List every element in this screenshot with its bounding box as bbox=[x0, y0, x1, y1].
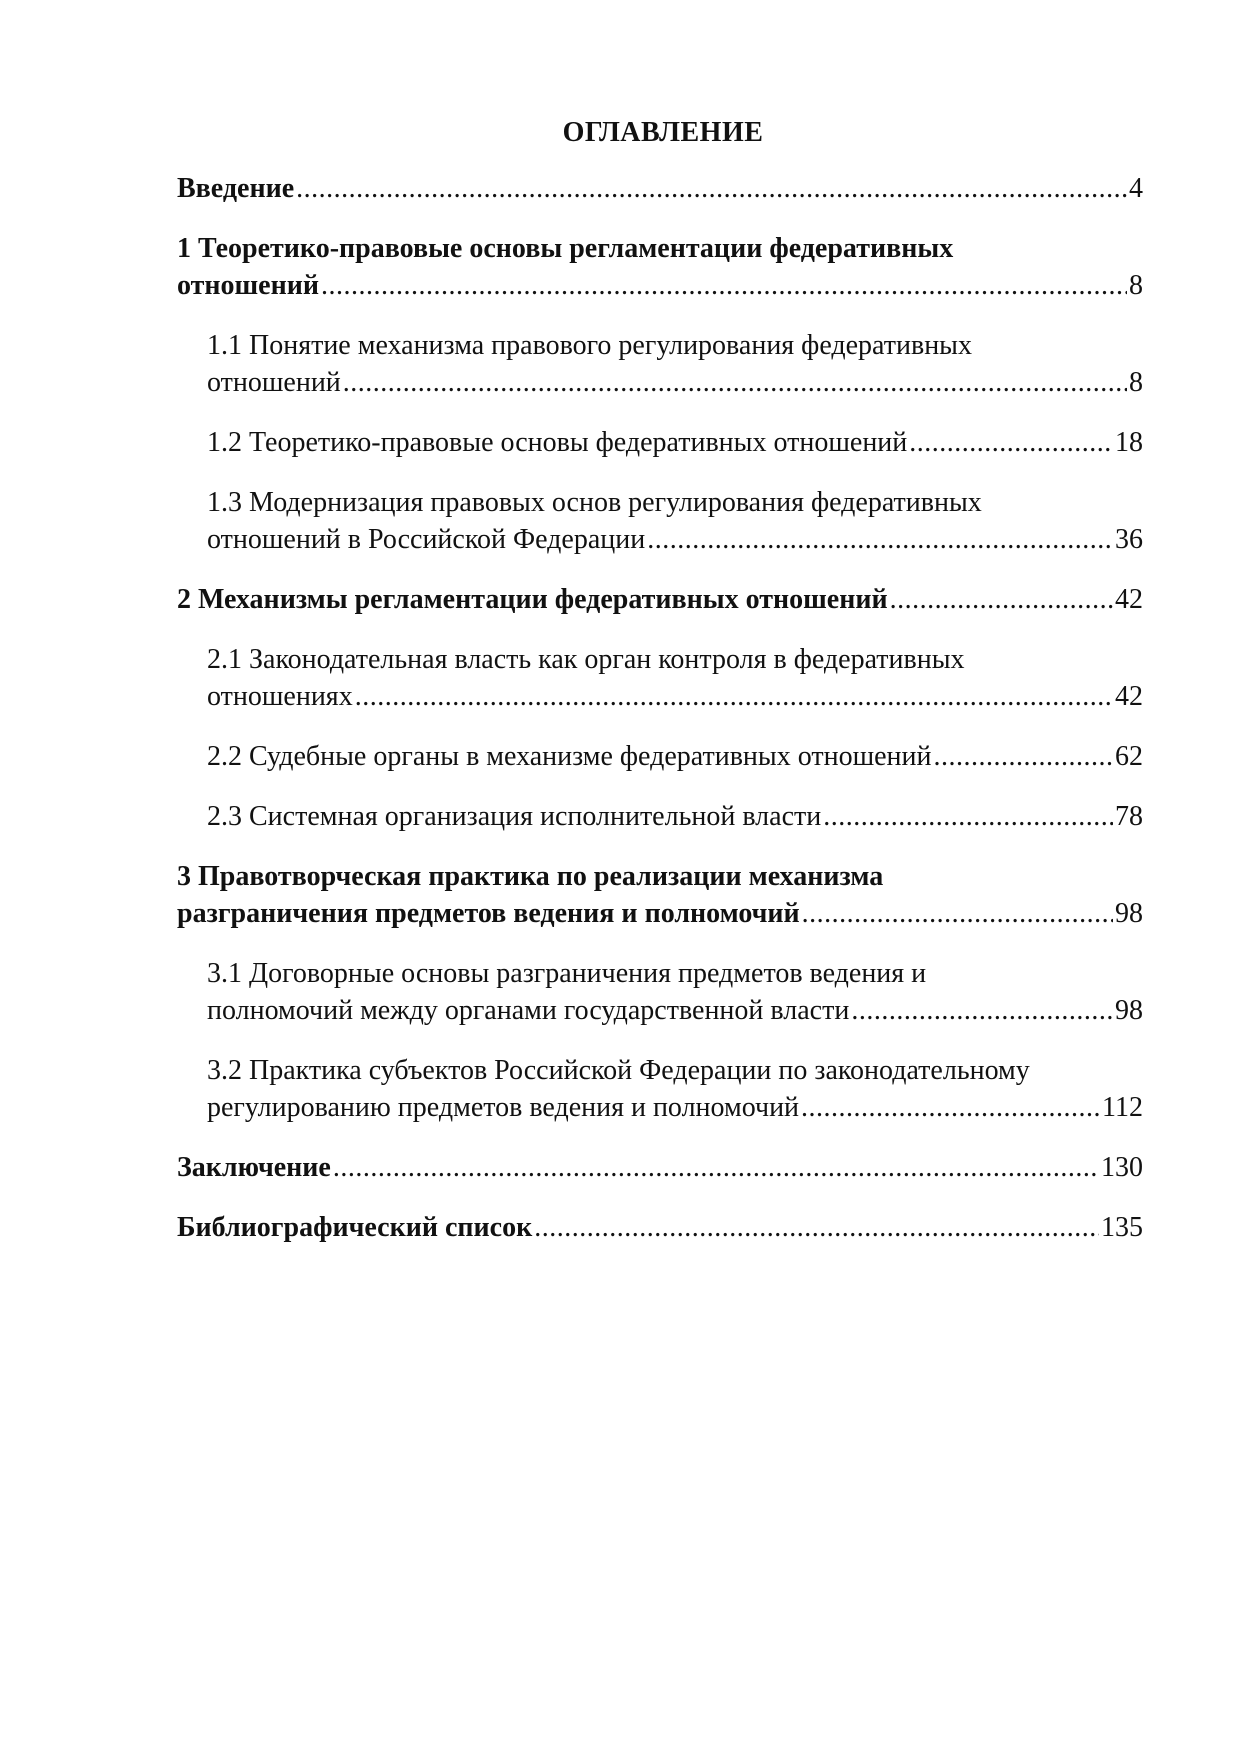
toc-entry-section-2-2[interactable] bbox=[207, 738, 1143, 775]
dot-leader bbox=[909, 424, 1113, 461]
toc-entry-text: 2.2 Судебные органы в механизме федеративных отношений bbox=[207, 741, 932, 772]
toc-page-number: 8 bbox=[1129, 367, 1143, 398]
toc-entry-introduction[interactable] bbox=[177, 170, 1143, 207]
toc-entry-section-3-2[interactable] bbox=[207, 1052, 1143, 1126]
dot-leader bbox=[333, 1149, 1099, 1186]
toc-heading: ОГЛАВЛЕНИЕ bbox=[562, 117, 764, 148]
dot-leader bbox=[851, 992, 1113, 1029]
toc-entry-text: Библиографический список bbox=[177, 1212, 533, 1243]
toc-entry-text-line1: 2.1 Законодательная власть как орган контроля в федеративных bbox=[207, 644, 965, 675]
toc-entry-section-2-3[interactable] bbox=[207, 798, 1143, 835]
toc-page-number: 36 bbox=[1115, 524, 1143, 555]
dot-leader bbox=[321, 267, 1127, 304]
toc-page-number: 18 bbox=[1115, 427, 1143, 458]
toc-entry-section-3-1[interactable] bbox=[207, 955, 1143, 1029]
toc-page-number: 62 bbox=[1115, 741, 1143, 772]
toc-entry-text: регулированию предметов ведения и полномочий bbox=[207, 1092, 800, 1123]
toc-entry-chapter-3[interactable] bbox=[177, 858, 1143, 932]
toc-entry-chapter-1[interactable] bbox=[177, 230, 1143, 304]
toc-entry-text-line1: 1 Теоретико-правовые основы регламентации федеративных bbox=[177, 233, 954, 264]
toc-entry-section-2-1[interactable] bbox=[207, 641, 1143, 715]
toc-page-number: 112 bbox=[1102, 1092, 1143, 1123]
dot-leader bbox=[823, 798, 1113, 835]
toc-page-number: 130 bbox=[1101, 1152, 1143, 1183]
table-of-contents bbox=[177, 170, 1143, 1269]
toc-page-number: 98 bbox=[1115, 995, 1143, 1026]
toc-entry-text-line1: 1.3 Модернизация правовых основ регулирования федеративных bbox=[207, 487, 982, 518]
dot-leader bbox=[890, 581, 1113, 618]
dot-leader bbox=[934, 738, 1113, 775]
toc-entry-section-1-2[interactable] bbox=[207, 424, 1143, 461]
toc-entry-text: 2 Механизмы регламентации федеративных отношений bbox=[177, 584, 888, 615]
toc-entry-text: 1.2 Теоретико-правовые основы федеративных отношений bbox=[207, 427, 908, 458]
toc-page-number: 98 bbox=[1115, 898, 1143, 929]
toc-page-number: 135 bbox=[1101, 1212, 1143, 1243]
toc-entry-text: полномочий между органами государственной власти bbox=[207, 995, 850, 1026]
dot-leader bbox=[534, 1209, 1099, 1246]
toc-entry-section-1-1[interactable] bbox=[207, 327, 1143, 401]
dot-leader bbox=[296, 170, 1127, 207]
toc-entry-text-line1: 3 Правотворческая практика по реализации механизма bbox=[177, 861, 884, 892]
dot-leader bbox=[801, 1089, 1100, 1126]
toc-page-number: 8 bbox=[1129, 270, 1143, 301]
toc-entry-text: Введение bbox=[177, 173, 295, 204]
toc-entry-text: 2.3 Системная организация исполнительной власти bbox=[207, 801, 822, 832]
toc-page-number: 42 bbox=[1115, 681, 1143, 712]
dot-leader bbox=[802, 895, 1113, 932]
toc-page-number: 42 bbox=[1115, 584, 1143, 615]
toc-entry-chapter-2[interactable] bbox=[177, 581, 1143, 618]
dot-leader bbox=[355, 678, 1113, 715]
toc-entry-text: разграничения предметов ведения и полномочий bbox=[177, 898, 800, 929]
toc-entry-text: отношений в Российской Федерации bbox=[207, 524, 646, 555]
toc-entry-conclusion[interactable] bbox=[177, 1149, 1143, 1186]
toc-entry-text: Заключение bbox=[177, 1152, 331, 1183]
toc-entry-section-1-3[interactable] bbox=[207, 484, 1143, 558]
dot-leader bbox=[647, 521, 1113, 558]
toc-entry-bibliography[interactable] bbox=[177, 1209, 1143, 1246]
toc-entry-text: отношений bbox=[177, 270, 319, 301]
toc-page-number: 4 bbox=[1129, 173, 1143, 204]
dot-leader bbox=[343, 364, 1127, 401]
toc-entry-text: отношениях bbox=[207, 681, 353, 712]
toc-entry-text-line1: 3.2 Практика субъектов Российской Федерации по законодательному bbox=[207, 1055, 1030, 1086]
toc-entry-text-line1: 1.1 Понятие механизма правового регулирования федеративных bbox=[207, 330, 972, 361]
toc-page-number: 78 bbox=[1115, 801, 1143, 832]
toc-entry-text-line1: 3.1 Договорные основы разграничения предметов ведения и bbox=[207, 958, 927, 989]
toc-entry-text: отношений bbox=[207, 367, 341, 398]
